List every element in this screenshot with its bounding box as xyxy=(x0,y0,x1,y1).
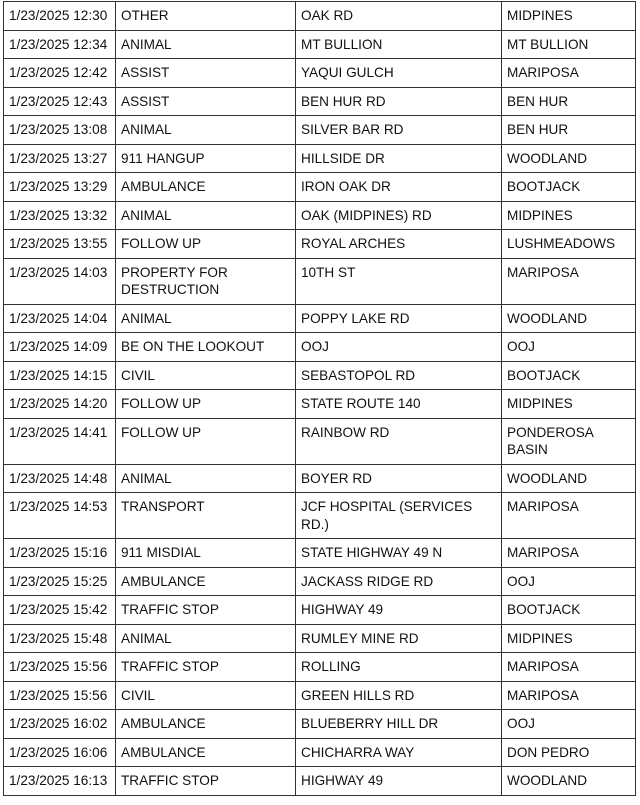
call-type-cell: AMBULANCE xyxy=(116,567,296,596)
area-cell: OOJ xyxy=(502,567,636,596)
area-cell: MIDPINES xyxy=(502,390,636,419)
table-row xyxy=(4,258,636,304)
datetime-cell: 1/23/2025 15:25 xyxy=(4,567,116,596)
table-row xyxy=(4,87,636,116)
table-row xyxy=(4,230,636,259)
location-cell: OAK (MIDPINES) RD xyxy=(296,201,502,230)
location-cell: STATE ROUTE 140 xyxy=(296,390,502,419)
table-row xyxy=(4,653,636,682)
call-type-cell: ANIMAL xyxy=(116,116,296,145)
area-cell: LUSHMEADOWS xyxy=(502,230,636,259)
area-cell: BOOTJACK xyxy=(502,361,636,390)
location-cell: ROLLING xyxy=(296,653,502,682)
table-row xyxy=(4,738,636,767)
area-cell: OOJ xyxy=(502,710,636,739)
area-cell: MIDPINES xyxy=(502,2,636,31)
datetime-cell: 1/23/2025 14:04 xyxy=(4,304,116,333)
area-cell: BOOTJACK xyxy=(502,173,636,202)
call-type-cell: TRAFFIC STOP xyxy=(116,596,296,625)
datetime-cell: 1/23/2025 15:16 xyxy=(4,539,116,568)
location-cell: BLUEBERRY HILL DR xyxy=(296,710,502,739)
table-row xyxy=(4,596,636,625)
call-type-cell: ANIMAL xyxy=(116,30,296,59)
location-cell: BEN HUR RD xyxy=(296,87,502,116)
table-row xyxy=(4,390,636,419)
table-row xyxy=(4,767,636,796)
datetime-cell: 1/23/2025 16:13 xyxy=(4,767,116,796)
datetime-cell: 1/23/2025 15:48 xyxy=(4,624,116,653)
datetime-cell: 1/23/2025 12:42 xyxy=(4,59,116,88)
call-type-cell: ANIMAL xyxy=(116,304,296,333)
area-cell: BEN HUR xyxy=(502,116,636,145)
area-cell: MARIPOSA xyxy=(502,539,636,568)
location-cell: MT BULLION xyxy=(296,30,502,59)
call-type-cell: AMBULANCE xyxy=(116,710,296,739)
table-row xyxy=(4,304,636,333)
table-row xyxy=(4,624,636,653)
area-cell: WOODLAND xyxy=(502,304,636,333)
datetime-cell: 1/23/2025 14:09 xyxy=(4,333,116,362)
call-type-cell: FOLLOW UP xyxy=(116,418,296,464)
datetime-cell: 1/23/2025 12:30 xyxy=(4,2,116,31)
table-row xyxy=(4,173,636,202)
call-type-cell: FOLLOW UP xyxy=(116,390,296,419)
area-cell: MARIPOSA xyxy=(502,653,636,682)
area-cell: BEN HUR xyxy=(502,87,636,116)
table-row xyxy=(4,539,636,568)
area-cell: MARIPOSA xyxy=(502,258,636,304)
call-type-cell: TRANSPORT xyxy=(116,493,296,539)
call-type-cell: ANIMAL xyxy=(116,464,296,493)
datetime-cell: 1/23/2025 15:56 xyxy=(4,653,116,682)
call-log-body xyxy=(4,2,636,796)
table-row xyxy=(4,464,636,493)
location-cell: CHICHARRA WAY xyxy=(296,738,502,767)
area-cell: WOODLAND xyxy=(502,464,636,493)
location-cell: OOJ xyxy=(296,333,502,362)
location-cell: JACKASS RIDGE RD xyxy=(296,567,502,596)
area-cell: MT BULLION xyxy=(502,30,636,59)
call-type-cell: ANIMAL xyxy=(116,624,296,653)
location-cell: HILLSIDE DR xyxy=(296,144,502,173)
call-type-cell: 911 HANGUP xyxy=(116,144,296,173)
location-cell: GREEN HILLS RD xyxy=(296,681,502,710)
location-cell: HIGHWAY 49 xyxy=(296,596,502,625)
location-cell: SILVER BAR RD xyxy=(296,116,502,145)
area-cell: WOODLAND xyxy=(502,767,636,796)
call-type-cell: AMBULANCE xyxy=(116,738,296,767)
call-log-table xyxy=(3,1,636,796)
area-cell: MARIPOSA xyxy=(502,493,636,539)
location-cell: ROYAL ARCHES xyxy=(296,230,502,259)
table-row xyxy=(4,59,636,88)
datetime-cell: 1/23/2025 14:20 xyxy=(4,390,116,419)
call-type-cell: TRAFFIC STOP xyxy=(116,653,296,682)
call-type-cell: ANIMAL xyxy=(116,201,296,230)
location-cell: IRON OAK DR xyxy=(296,173,502,202)
datetime-cell: 1/23/2025 14:03 xyxy=(4,258,116,304)
table-row xyxy=(4,361,636,390)
table-row xyxy=(4,710,636,739)
table-row xyxy=(4,116,636,145)
location-cell: POPPY LAKE RD xyxy=(296,304,502,333)
call-type-cell: BE ON THE LOOKOUT xyxy=(116,333,296,362)
call-type-cell: 911 MISDIAL xyxy=(116,539,296,568)
table-row xyxy=(4,418,636,464)
call-type-cell: ASSIST xyxy=(116,59,296,88)
table-row xyxy=(4,144,636,173)
table-row xyxy=(4,201,636,230)
location-cell: SEBASTOPOL RD xyxy=(296,361,502,390)
datetime-cell: 1/23/2025 14:48 xyxy=(4,464,116,493)
call-type-cell: PROPERTY FOR DESTRUCTION xyxy=(116,258,296,304)
call-type-cell: CIVIL xyxy=(116,361,296,390)
area-cell: OOJ xyxy=(502,333,636,362)
area-cell: MIDPINES xyxy=(502,201,636,230)
datetime-cell: 1/23/2025 12:43 xyxy=(4,87,116,116)
area-cell: MIDPINES xyxy=(502,624,636,653)
datetime-cell: 1/23/2025 13:29 xyxy=(4,173,116,202)
table-row xyxy=(4,493,636,539)
datetime-cell: 1/23/2025 13:08 xyxy=(4,116,116,145)
location-cell: BOYER RD xyxy=(296,464,502,493)
call-type-cell: AMBULANCE xyxy=(116,173,296,202)
datetime-cell: 1/23/2025 14:41 xyxy=(4,418,116,464)
datetime-cell: 1/23/2025 14:15 xyxy=(4,361,116,390)
call-type-cell: FOLLOW UP xyxy=(116,230,296,259)
location-cell: RAINBOW RD xyxy=(296,418,502,464)
location-cell: STATE HIGHWAY 49 N xyxy=(296,539,502,568)
area-cell: MARIPOSA xyxy=(502,681,636,710)
datetime-cell: 1/23/2025 14:53 xyxy=(4,493,116,539)
area-cell: WOODLAND xyxy=(502,144,636,173)
table-row xyxy=(4,333,636,362)
location-cell: JCF HOSPITAL (SERVICES RD.) xyxy=(296,493,502,539)
datetime-cell: 1/23/2025 15:56 xyxy=(4,681,116,710)
table-row xyxy=(4,567,636,596)
area-cell: BOOTJACK xyxy=(502,596,636,625)
area-cell: DON PEDRO xyxy=(502,738,636,767)
datetime-cell: 1/23/2025 16:06 xyxy=(4,738,116,767)
table-row xyxy=(4,30,636,59)
datetime-cell: 1/23/2025 12:34 xyxy=(4,30,116,59)
table-row xyxy=(4,681,636,710)
call-type-cell: CIVIL xyxy=(116,681,296,710)
call-type-cell: ASSIST xyxy=(116,87,296,116)
location-cell: YAQUI GULCH xyxy=(296,59,502,88)
table-row xyxy=(4,2,636,31)
location-cell: HIGHWAY 49 xyxy=(296,767,502,796)
call-type-cell: OTHER xyxy=(116,2,296,31)
datetime-cell: 1/23/2025 13:55 xyxy=(4,230,116,259)
location-cell: OAK RD xyxy=(296,2,502,31)
datetime-cell: 1/23/2025 13:27 xyxy=(4,144,116,173)
area-cell: MARIPOSA xyxy=(502,59,636,88)
area-cell: PONDEROSA BASIN xyxy=(502,418,636,464)
location-cell: 10TH ST xyxy=(296,258,502,304)
datetime-cell: 1/23/2025 16:02 xyxy=(4,710,116,739)
datetime-cell: 1/23/2025 15:42 xyxy=(4,596,116,625)
location-cell: RUMLEY MINE RD xyxy=(296,624,502,653)
call-type-cell: TRAFFIC STOP xyxy=(116,767,296,796)
datetime-cell: 1/23/2025 13:32 xyxy=(4,201,116,230)
